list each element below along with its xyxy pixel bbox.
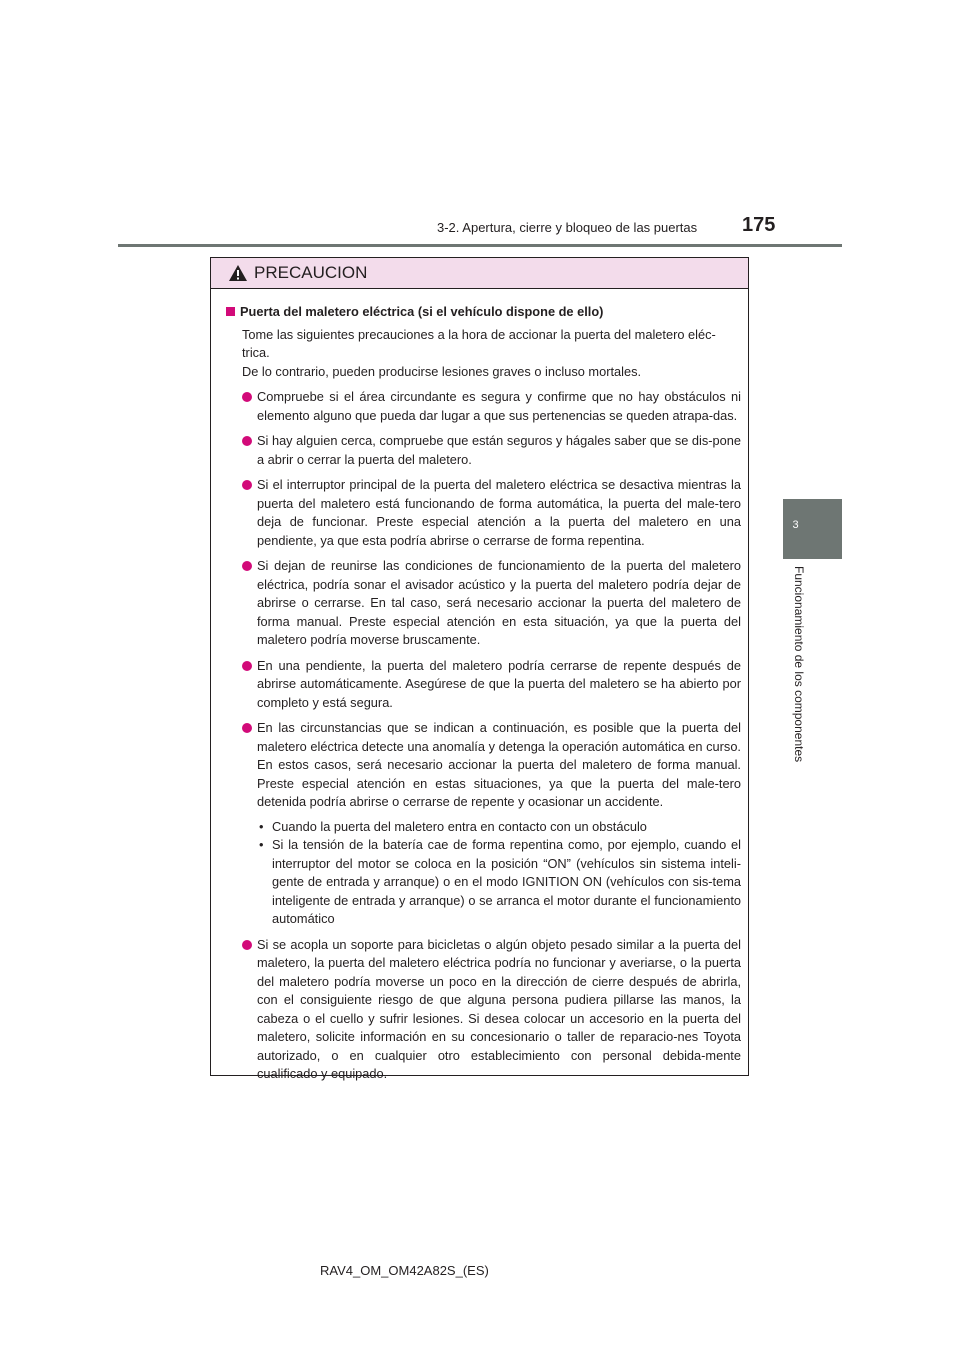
page-number: 175 <box>742 214 776 236</box>
caution-header <box>211 258 748 289</box>
caution-bullet: Compruebe si el área circundante es segura y confirme que no hay obstáculos ni elemento alguno que pueda dar lugar a que sus pertenencias se queden atrapa-das. <box>242 388 741 425</box>
caution-bullet: En las circunstancias que se indican a continuación, es posible que la puerta del maletero eléctrica detecte una anomalía y detenga la operación automática en curso. En estos casos, será necesario accionar la puerta del maletero de forma manual. Preste especial atención en estas situaciones, ya que la puerta del male-tero detenida podría abrirse o cerrarse de repente y ocasionar un accidente. <box>242 719 741 812</box>
chapter-tab <box>783 499 842 559</box>
circle-bullet-icon <box>242 436 252 446</box>
caution-title: PRECAUCION <box>254 263 368 282</box>
caution-bullet: Si dejan de reunirse las condiciones de funcionamiento de la puerta del maletero eléctrica, podría sonar el avisador acústico y la puerta del maletero podría dejar de abrirse o cerrarse. En tal caso, será necesario accionar la puerta del maletero de forma manual. Preste especial atención en esta situación, ya que la puerta del maletero podría moverse bruscamente. <box>242 557 741 650</box>
intro-line: Tome las siguientes precauciones a la hora de accionar la puerta del maletero eléc-trica. <box>242 326 716 360</box>
small-dot-icon: • <box>259 818 264 834</box>
circle-bullet-icon <box>242 392 252 402</box>
circle-bullet-icon <box>242 480 252 490</box>
chapter-label-text: Funcionamiento de los componentes <box>792 566 806 763</box>
small-dot-icon: • <box>259 837 264 852</box>
intro-line: De lo contrario, pueden producirse lesiones graves o incluso mortales. <box>242 363 642 379</box>
caution-bullet: En una pendiente, la puerta del maletero podría cerrarse de repente después de abrirse automáticamente. Asegúrese de que la puerta del maletero se ha abierto por completo y está segura. <box>242 657 741 713</box>
square-bullet-icon <box>226 307 235 316</box>
sub-list <box>257 818 741 929</box>
circle-bullet-icon <box>242 661 252 671</box>
sub-list-item: • Si la tensión de la batería cae de forma repentina como, por ejemplo, cuando el interruptor del motor se coloca en la posición “ON” (vehículos sin sistema inteli-gente de entrada y arranque) o en el modo IGNITION ON (vehículos con sis-tema inteligente de entrada y arranque) o se arranca el motor durante el funcionamiento automático <box>259 837 741 926</box>
caution-bullet: Si se acopla un soporte para bicicletas o algún objeto pesado similar a la puerta del maletero, la puerta del maletero eléctrica podría no funcionar y averiarse, o la puerta del maletero podría moverse un poco en la dirección de cierre después de abrirla, con el consiguiente riesgo de que alguna persona pudiera pillarse las manos, la cabeza o el cuello y sufrir lesiones. Si desea colocar un accesorio en la puerta del maletero, solicite información en su concesionario o taller de reparacio-nes Toyota autorizado, o en cualquier otro establecimiento con personal debida-mente cualificado y equipado. <box>242 936 741 1084</box>
section-heading <box>226 303 741 322</box>
sub-list-item: • Cuando la puerta del maletero entra en contacto con un obstáculo <box>257 818 741 837</box>
circle-bullet-icon <box>242 940 252 950</box>
section-heading-text: Puerta del maletero eléctrica (si el vehículo dispone de ello) <box>240 304 604 319</box>
circle-bullet-icon <box>242 561 252 571</box>
caution-bullet: Si el interruptor principal de la puerta del maletero eléctrica se desactiva mientras la puerta del maletero está funcionando de forma automática, la puerta del male-tero deja de funcionar. Preste especial atención a la puerta del maletero en una pendiente, ya que esta podría abrirse o cerrarse de forma repentina. <box>242 476 741 550</box>
chapter-number: 3 <box>792 519 799 531</box>
caution-bullet: Si hay alguien cerca, compruebe que están seguros y hágales saber que se dis-pone a abrir o cerrar la puerta del maletero. <box>242 432 741 469</box>
chapter-label <box>792 566 806 763</box>
manual-code: RAV4_OM_OM42A82S_(ES) <box>320 1263 489 1278</box>
warning-icon <box>228 264 248 282</box>
header-rule <box>118 244 842 247</box>
caution-box <box>210 257 749 1081</box>
header-section-title: 3-2. Apertura, cierre y bloqueo de las puertas <box>437 220 698 235</box>
caution-body <box>211 289 748 1084</box>
circle-bullet-icon <box>242 723 252 733</box>
